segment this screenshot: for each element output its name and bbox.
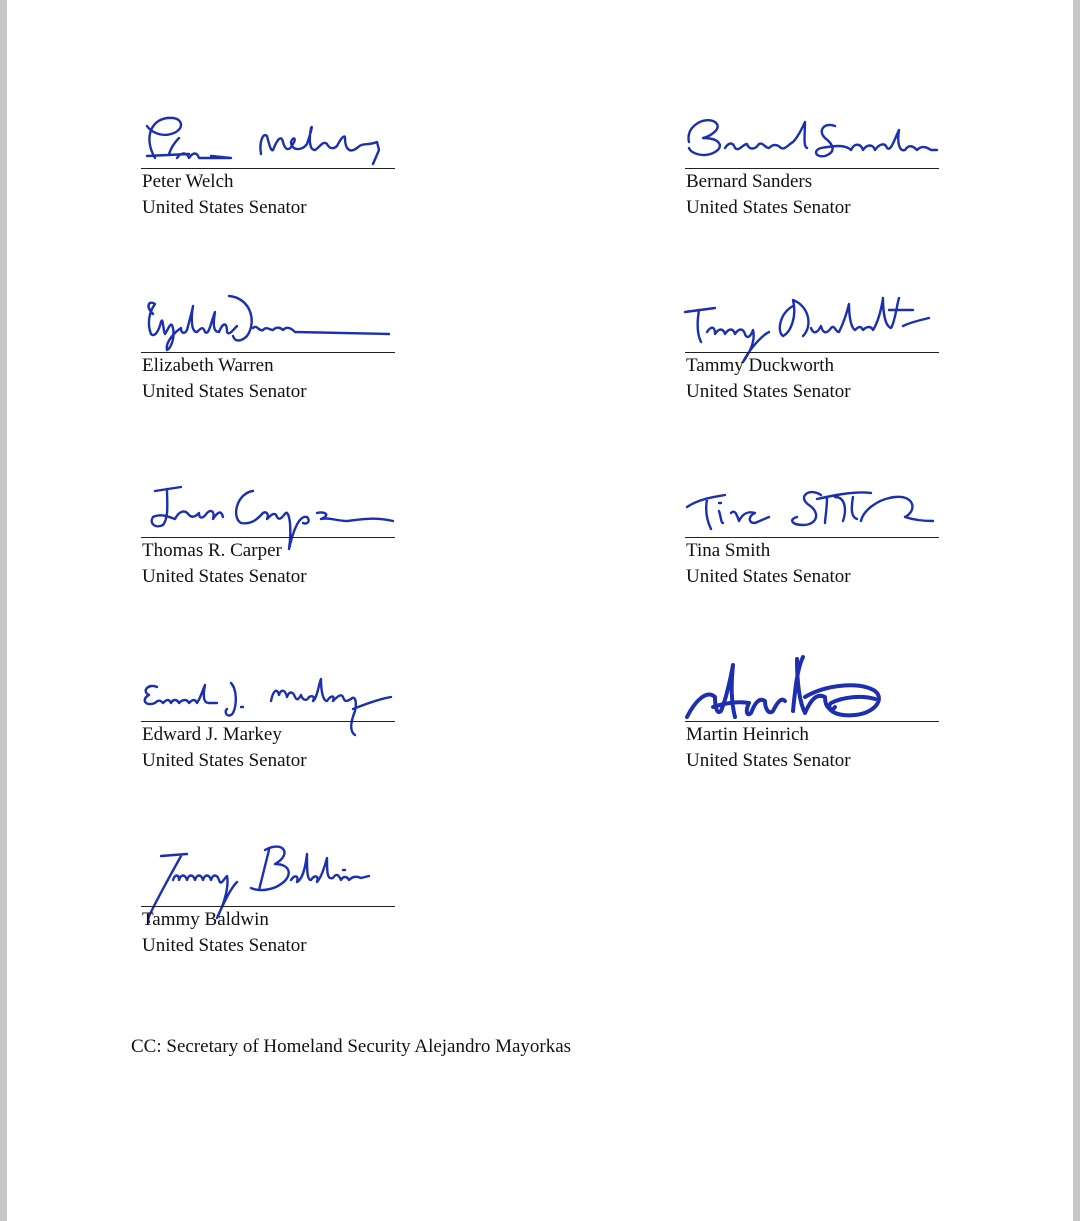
document-page xyxy=(7,0,1073,1221)
signatory-name: Thomas R. Carper xyxy=(142,540,282,561)
signature-line xyxy=(141,537,395,538)
signature-warren xyxy=(141,292,395,352)
signature-line xyxy=(685,352,939,353)
signatory-name: Elizabeth Warren xyxy=(142,355,274,376)
signature-welch xyxy=(141,108,395,168)
signatory-name: Peter Welch xyxy=(142,171,234,192)
signatory-title: United States Senator xyxy=(686,566,851,587)
signatory-title: United States Senator xyxy=(686,197,851,218)
signature-sanders xyxy=(685,108,939,168)
signature-line xyxy=(141,352,395,353)
signatory-name: Tammy Baldwin xyxy=(142,909,269,930)
signatory-name: Edward J. Markey xyxy=(142,724,282,745)
signature-line xyxy=(141,721,395,722)
signature-line xyxy=(141,168,395,169)
signature-duckworth xyxy=(685,292,939,352)
signatory-title: United States Senator xyxy=(142,566,307,587)
signatory-title: United States Senator xyxy=(142,935,307,956)
signatory-title: United States Senator xyxy=(686,750,851,771)
signatory-title: United States Senator xyxy=(686,381,851,402)
signature-line xyxy=(685,168,939,169)
signature-baldwin xyxy=(141,846,395,906)
signature-carper xyxy=(141,477,395,537)
signature-line xyxy=(685,721,939,722)
signatory-name: Martin Heinrich xyxy=(686,724,809,745)
signatory-title: United States Senator xyxy=(142,381,307,402)
signature-heinrich xyxy=(685,661,939,721)
signatory-name: Tina Smith xyxy=(686,540,771,561)
signature-smith xyxy=(685,477,939,537)
signatory-name: Bernard Sanders xyxy=(686,171,813,192)
signature-markey xyxy=(141,661,395,721)
cc-line: CC: Secretary of Homeland Security Alejandro Mayorkas xyxy=(131,1036,572,1057)
signature-line xyxy=(141,906,395,907)
signature-line xyxy=(685,537,939,538)
signatory-title: United States Senator xyxy=(142,750,307,771)
signatory-title: United States Senator xyxy=(142,197,307,218)
signatory-name: Tammy Duckworth xyxy=(686,355,835,376)
